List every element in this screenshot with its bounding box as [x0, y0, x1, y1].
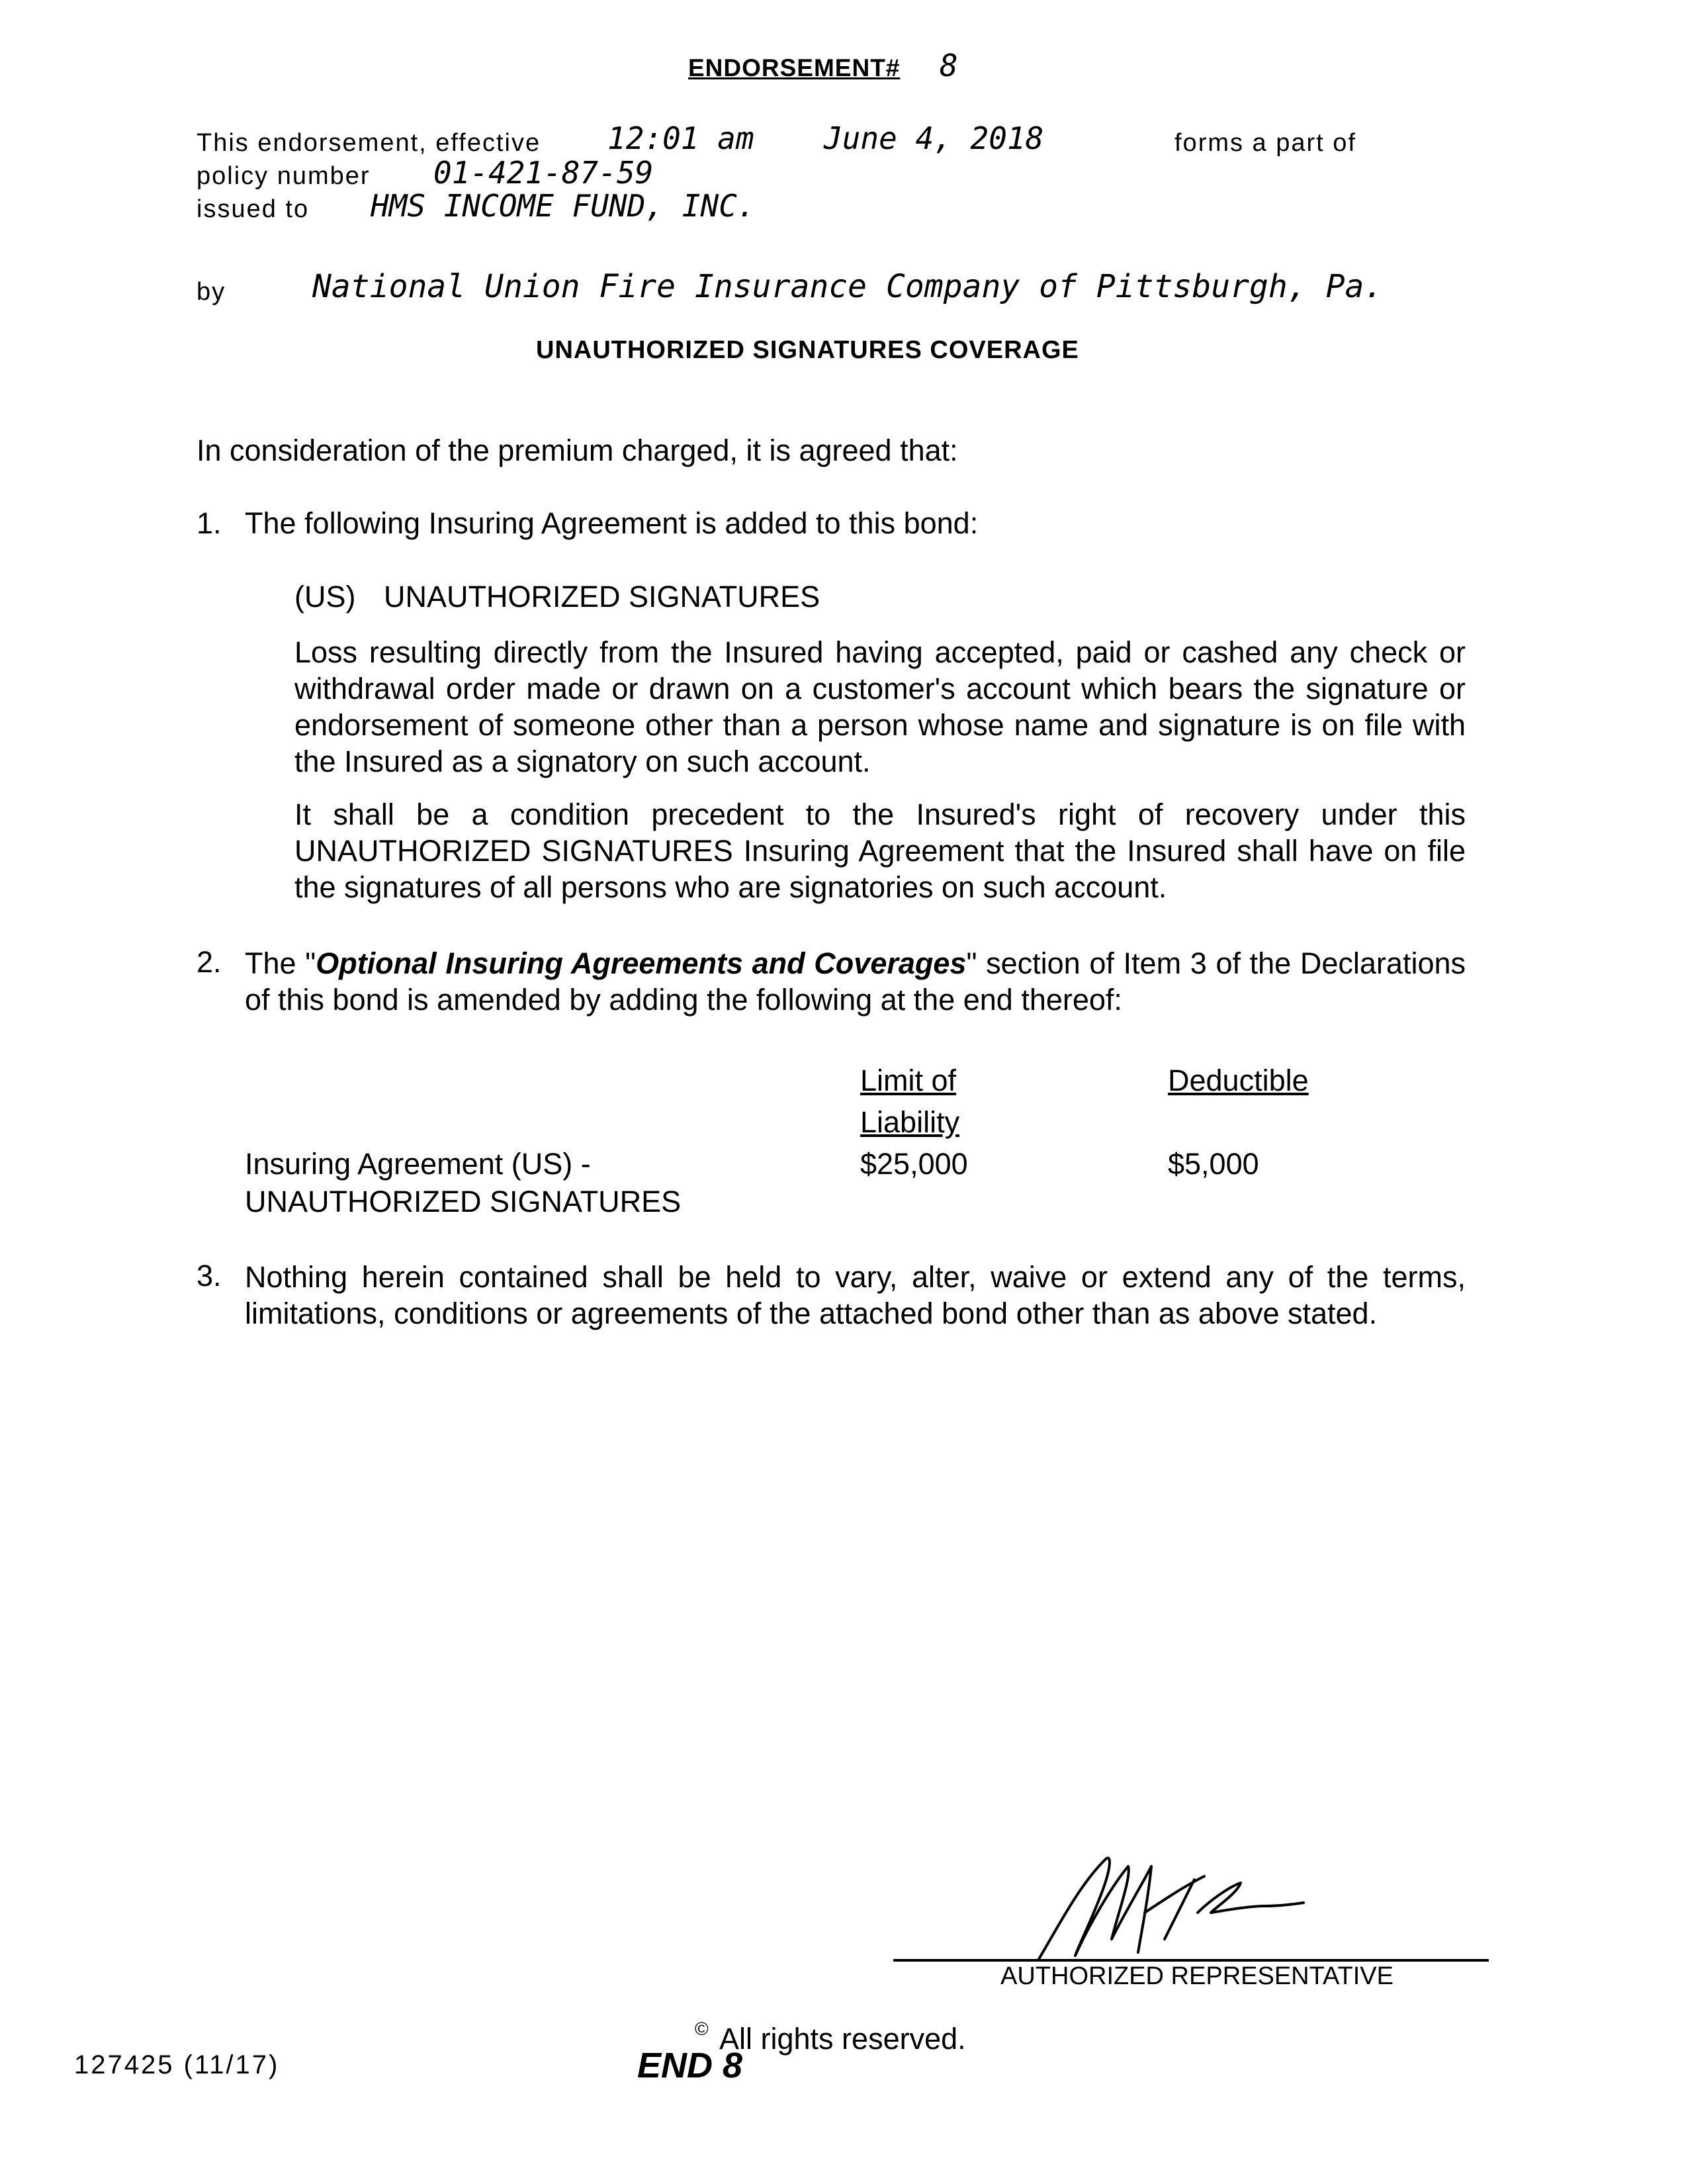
effective-label: This endorsement, effective: [197, 129, 541, 157]
item2-number: 2.: [197, 945, 222, 979]
item2-text: [245, 945, 1466, 1018]
form-number: 127425 (11/17): [74, 2050, 280, 2079]
item1-text: The following Insuring Agreement is added to this bond:: [245, 506, 979, 540]
effective-date: June 4, 2018: [824, 120, 1044, 156]
deductible-value: $5,000: [1168, 1147, 1259, 1181]
item1-paragraph-1: Loss resulting directly from the Insured having accepted, paid or cashed any check or withdrawal order made or drawn on a customer's account which bears the signature or endorsement of someone other than a person whose name and signature is on file with the Insured as a signatory on such account.: [294, 635, 1466, 778]
row-label-line1: Insuring Agreement (US) -: [245, 1147, 591, 1181]
item3-number: 3.: [197, 1259, 222, 1293]
issued-to: HMS INCOME FUND, INC.: [371, 188, 756, 224]
item1-code: (US): [294, 580, 356, 614]
limit-value: $25,000: [860, 1147, 968, 1181]
item2-pre: The ": [245, 946, 316, 980]
signature-graphic: [1012, 1840, 1310, 1972]
item1-number: 1.: [197, 506, 222, 540]
rights-reserved: All rights reserved.: [719, 2022, 966, 2056]
row-label-line2: UNAUTHORIZED SIGNATURES: [245, 1185, 682, 1218]
insurer-name: National Union Fire Insurance Company of Pittsburgh, Pa.: [312, 268, 1384, 305]
by-label: by: [197, 278, 226, 306]
coverage-title: UNAUTHORIZED SIGNATURES COVERAGE: [536, 336, 1079, 364]
intro-text: In consideration of the premium charged, it is agreed that:: [197, 433, 958, 467]
item2-post: " section of Item 3 of the Declarations of this bond is amended by adding the following at the end thereof:: [245, 946, 1466, 1017]
limit-header-line2: Liability: [860, 1105, 960, 1139]
copyright-symbol: ©: [695, 2019, 709, 2039]
deductible-header: Deductible: [1168, 1064, 1309, 1097]
item1-paragraph-2: It shall be a condition precedent to the Insured's right of recovery under this UNAUTHORIZED SIGNATURES Insuring Agreement that the Insured shall have on file the signatures of all persons who are signatories on such account.: [294, 797, 1466, 904]
forms-part-label: forms a part of: [1174, 129, 1356, 157]
item3-text: Nothing herein contained shall be held to vary, alter, waive or extend any of the terms, limitations, conditions or agreements of the attached bond other than as above stated.: [245, 1260, 1466, 1330]
endorsement-number: 8: [940, 48, 958, 83]
limit-header-line1: Limit of: [860, 1064, 957, 1097]
signature-label: AUTHORIZED REPRESENTATIVE: [1000, 1962, 1394, 1990]
signature-line: [893, 1959, 1489, 1962]
endorsement-label: ENDORSEMENT#: [688, 54, 901, 81]
end-label: END 8: [637, 2046, 743, 2085]
issued-label: issued to: [197, 195, 310, 223]
item2-emphasis: Optional Insuring Agreements and Coverages: [316, 946, 967, 980]
policy-label: policy number: [197, 162, 371, 190]
policy-number: 01-421-87-59: [433, 155, 654, 191]
item1-heading: UNAUTHORIZED SIGNATURES: [384, 580, 820, 614]
effective-time: 12:01 am: [607, 120, 754, 156]
